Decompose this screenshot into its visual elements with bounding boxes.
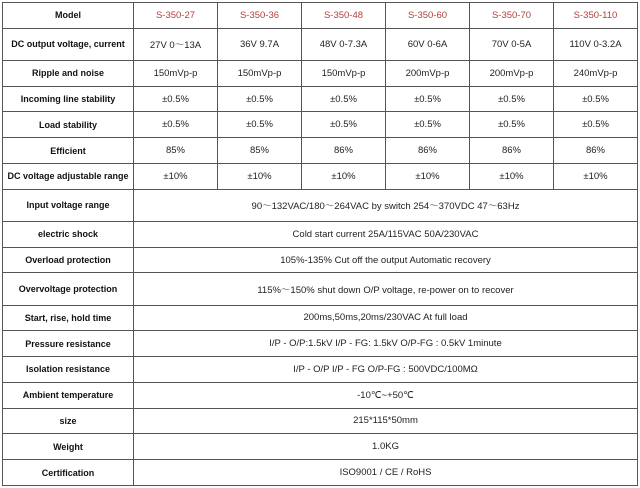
row-label: Load stability: [3, 112, 134, 138]
spanning-value-cell: 90～132VAC/180～264VAC by switch 254～370VDC 47～63Hz: [134, 189, 638, 221]
table-row: [3, 28, 638, 60]
value-cell: ±0.5%: [470, 86, 554, 112]
value-cell: 36V 9.7A: [218, 28, 302, 60]
row-label: Ripple and noise: [3, 60, 134, 86]
spanning-value-cell: I/P - O/P I/P - FG O/P-FG : 500VDC/100MΩ: [134, 357, 638, 383]
value-cell: 86%: [554, 138, 638, 164]
model-header-cell: S-350-60: [386, 3, 470, 29]
value-cell: ±0.5%: [134, 112, 218, 138]
table-row: [3, 460, 638, 486]
table-row: [3, 305, 638, 331]
value-cell: 86%: [302, 138, 386, 164]
row-label: Input voltage range: [3, 189, 134, 221]
spanning-value-cell: 105%-135% Cut off the output Automatic recovery: [134, 247, 638, 273]
spec-table: [2, 2, 638, 486]
table-row: [3, 163, 638, 189]
table-row: [3, 138, 638, 164]
table-row: [3, 60, 638, 86]
row-label: Certification: [3, 460, 134, 486]
spanning-value-cell: 215*115*50mm: [134, 408, 638, 434]
value-cell: ±0.5%: [470, 112, 554, 138]
table-row: [3, 221, 638, 247]
row-label: DC voltage adjustable range: [3, 163, 134, 189]
table-row: [3, 3, 638, 29]
value-cell: 150mVp-p: [134, 60, 218, 86]
spanning-value-cell: ISO9001 / CE / RoHS: [134, 460, 638, 486]
row-label: Weight: [3, 434, 134, 460]
row-label: Ambient temperature: [3, 382, 134, 408]
value-cell: ±0.5%: [302, 112, 386, 138]
value-cell: 200mVp-p: [386, 60, 470, 86]
row-label: Incoming line stability: [3, 86, 134, 112]
value-cell: ±0.5%: [554, 112, 638, 138]
value-cell: ±0.5%: [134, 86, 218, 112]
value-cell: 86%: [470, 138, 554, 164]
value-cell: ±10%: [554, 163, 638, 189]
model-header-cell: S-350-36: [218, 3, 302, 29]
model-header-cell: S-350-48: [302, 3, 386, 29]
value-cell: 60V 0-6A: [386, 28, 470, 60]
table-row: [3, 86, 638, 112]
model-header-cell: S-350-110: [554, 3, 638, 29]
value-cell: 86%: [386, 138, 470, 164]
value-cell: ±10%: [218, 163, 302, 189]
value-cell: 85%: [134, 138, 218, 164]
row-label: Overvoltage protection: [3, 273, 134, 305]
model-header-cell: S-350-27: [134, 3, 218, 29]
value-cell: 150mVp-p: [302, 60, 386, 86]
value-cell: ±10%: [386, 163, 470, 189]
spanning-value-cell: I/P - O/P:1.5kV I/P - FG: 1.5kV O/P-FG : 0.5kV 1minute: [134, 331, 638, 357]
table-row: [3, 357, 638, 383]
spanning-value-cell: -10℃~+50℃: [134, 382, 638, 408]
value-cell: ±10%: [470, 163, 554, 189]
value-cell: ±0.5%: [302, 86, 386, 112]
value-cell: ±0.5%: [386, 112, 470, 138]
spanning-value-cell: 115%～150% shut down O/P voltage, re-power on to recover: [134, 273, 638, 305]
table-row: [3, 408, 638, 434]
value-cell: 110V 0-3.2A: [554, 28, 638, 60]
value-cell: ±10%: [134, 163, 218, 189]
value-cell: ±0.5%: [386, 86, 470, 112]
row-label: Efficient: [3, 138, 134, 164]
value-cell: 85%: [218, 138, 302, 164]
value-cell: 200mVp-p: [470, 60, 554, 86]
spanning-value-cell: 200ms,50ms,20ms/230VAC At full load: [134, 305, 638, 331]
row-label: DC output voltage, current: [3, 28, 134, 60]
table-row: [3, 331, 638, 357]
value-cell: ±0.5%: [554, 86, 638, 112]
table-row: [3, 273, 638, 305]
table-row: [3, 382, 638, 408]
spanning-value-cell: Cold start current 25A/115VAC 50A/230VAC: [134, 221, 638, 247]
value-cell: 70V 0-5A: [470, 28, 554, 60]
value-cell: ±0.5%: [218, 86, 302, 112]
row-label: Isolation resistance: [3, 357, 134, 383]
value-cell: 27V 0～13A: [134, 28, 218, 60]
spanning-value-cell: 1.0KG: [134, 434, 638, 460]
value-cell: ±0.5%: [218, 112, 302, 138]
value-cell: ±10%: [302, 163, 386, 189]
value-cell: 48V 0-7.3A: [302, 28, 386, 60]
model-header-cell: S-350-70: [470, 3, 554, 29]
row-label: size: [3, 408, 134, 434]
row-label: Model: [3, 3, 134, 29]
value-cell: 150mVp-p: [218, 60, 302, 86]
row-label: Pressure resistance: [3, 331, 134, 357]
row-label: Start, rise, hold time: [3, 305, 134, 331]
table-row: [3, 247, 638, 273]
row-label: Overload protection: [3, 247, 134, 273]
spec-table-body: [3, 3, 638, 486]
row-label: electric shock: [3, 221, 134, 247]
value-cell: 240mVp-p: [554, 60, 638, 86]
table-row: [3, 112, 638, 138]
table-row: [3, 434, 638, 460]
table-row: [3, 189, 638, 221]
